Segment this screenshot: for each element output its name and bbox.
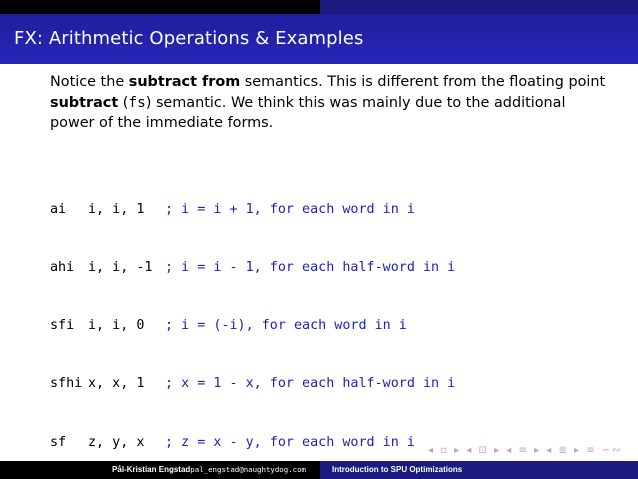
code-comment: ; z = x - y, for each word in i xyxy=(165,434,415,450)
para-text-3: ( xyxy=(118,94,129,111)
code-args: x, x, 1 xyxy=(88,376,145,392)
code-args: z, y, x xyxy=(88,434,145,450)
para-bold-subtract: subtract xyxy=(50,94,119,111)
code-block xyxy=(50,161,455,472)
footer-talk-title: Introduction to SPU Optimizations xyxy=(320,461,638,479)
code-op: sf xyxy=(50,434,67,450)
code-args: i, i, 1 xyxy=(88,201,145,217)
nav-symbols-icon[interactable]: ◂ ▫ ▸ ◂ ⊡ ▸ ◂ ≡ ▸ ◂ ≣ ▸ ≡ ∽∾ xyxy=(428,445,623,456)
code-op: ahi xyxy=(50,260,75,276)
code-op: sfi xyxy=(50,318,75,334)
code-comment: ; i = i + 1, for each word in i xyxy=(165,201,415,217)
slide-title: FX: Arithmetic Operations & Examples xyxy=(14,28,364,49)
code-line xyxy=(50,433,455,452)
para-text-2: semantics. This is different from the floating point xyxy=(240,74,606,90)
slide-title-bar xyxy=(0,14,638,64)
intro-paragraph xyxy=(50,72,610,134)
code-comment: ; i = (-i), for each word in i xyxy=(165,318,407,334)
code-args: i, i, -1 xyxy=(88,260,153,276)
code-line xyxy=(50,200,455,219)
footer-author-area xyxy=(0,461,320,479)
footer-author: Pål-Kristian Engstad xyxy=(112,465,191,474)
para-bold-subtract-from: subtract from xyxy=(128,74,241,90)
code-line xyxy=(50,316,455,335)
top-band-right xyxy=(320,0,638,14)
top-band-left xyxy=(0,0,320,14)
code-op: sfhi xyxy=(50,376,83,392)
para-text-4: ) semantic. We think this was mainly due to the additional power of the immediate forms. xyxy=(50,94,566,131)
code-line xyxy=(50,258,455,277)
footer-bar xyxy=(0,461,638,479)
para-mono-fs: fs xyxy=(128,94,146,111)
footer-email: pal_engstad@naughtydog.com xyxy=(190,465,306,474)
beamer-nav-controls[interactable] xyxy=(428,445,623,456)
code-op: ai xyxy=(50,201,67,217)
para-text-1: Notice the xyxy=(50,74,129,90)
slide-body xyxy=(50,72,610,134)
code-line xyxy=(50,374,455,393)
top-band xyxy=(0,0,638,14)
code-comment: ; x = 1 - x, for each half-word in i xyxy=(165,376,456,392)
code-args: i, i, 0 xyxy=(88,318,145,334)
code-comment: ; i = i - 1, for each half-word in i xyxy=(165,260,456,276)
